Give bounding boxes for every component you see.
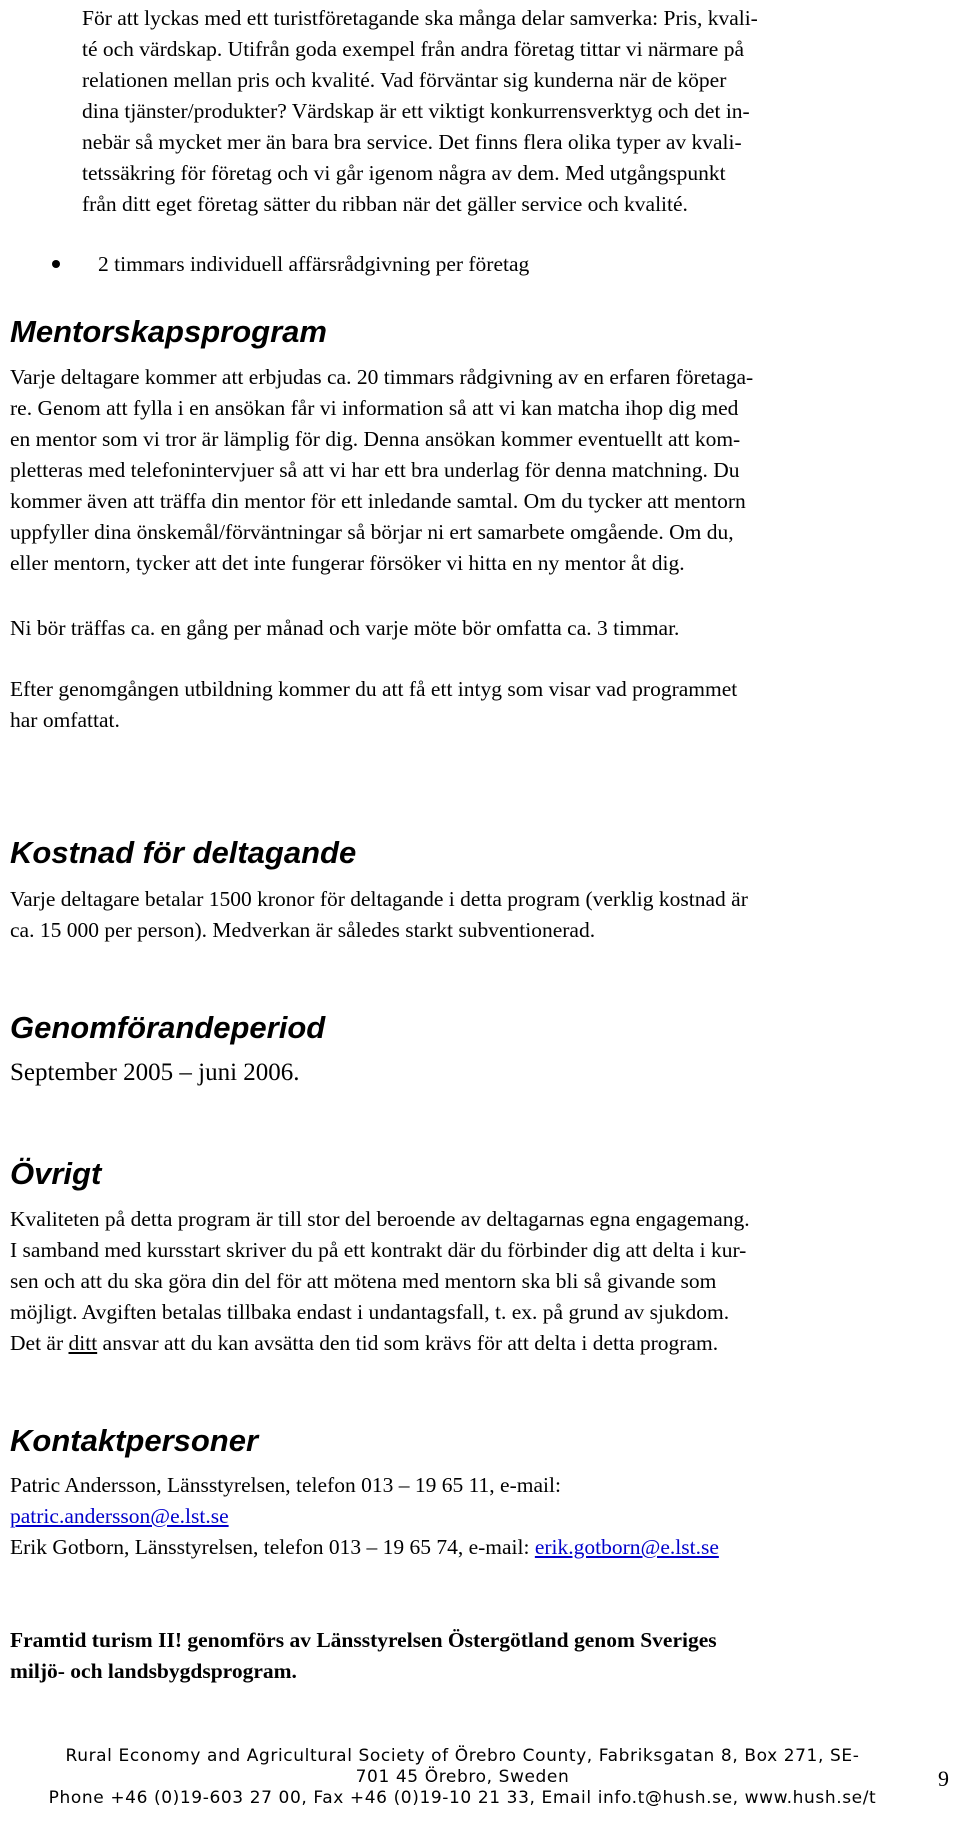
bullet-item bbox=[98, 249, 529, 280]
bullet-icon bbox=[52, 260, 60, 268]
period-heading: Genomförandeperiod bbox=[10, 1010, 326, 1045]
mentorship-line: re. Genom att fylla i en ansökan får vi information så att vi kan matcha ihop dig med bbox=[10, 396, 739, 420]
closing-line: miljö- och landsbygdsprogram. bbox=[10, 1659, 297, 1683]
other-heading: Övrigt bbox=[10, 1156, 102, 1191]
intro-line: För att lyckas med ett turistföretagande ska många delar samverka: Pris, kvali- bbox=[82, 6, 758, 30]
other-line: möjligt. Avgiften betalas tillbaka endast i undantagsfall, t. ex. på grund av sjukdom. bbox=[10, 1300, 730, 1324]
period-text: September 2005 – juni 2006. bbox=[10, 1059, 300, 1086]
mentorship-line: pletteras med telefonintervjuer så att vi har ett bra underlag för denna matchning. Du bbox=[10, 458, 740, 482]
cost-line: Varje deltagare betalar 1500 kronor för deltagande i detta program (verklig kostnad är bbox=[10, 887, 748, 911]
contact-email-1-link[interactable]: patric.andersson@e.lst.se bbox=[10, 1504, 229, 1528]
other-paragraph bbox=[10, 1204, 750, 1359]
certificate-line: har omfattat. bbox=[10, 708, 120, 732]
emphasis-underlined: ditt bbox=[68, 1331, 98, 1355]
other-last-line-start: Det är bbox=[10, 1331, 69, 1355]
other-line: sen och att du ska göra din del för att mötena med mentorn ska bli så givande som bbox=[10, 1269, 717, 1293]
footer-line: 701 45 Örebro, Sweden bbox=[355, 1767, 570, 1787]
mentorship-paragraph bbox=[10, 362, 753, 579]
page-number: 9 bbox=[938, 1766, 949, 1791]
contact-email-2-link[interactable]: erik.gotborn@e.lst.se bbox=[534, 1535, 719, 1559]
contacts-paragraph bbox=[10, 1470, 719, 1563]
certificate-line: Efter genomgången utbildning kommer du att få ett intyg som visar vad programmet bbox=[10, 677, 738, 701]
other-line: I samband med kursstart skriver du på ett kontrakt där du förbinder dig att delta i kur- bbox=[10, 1238, 747, 1262]
intro-line: dina tjänster/produkter? Värdskap är ett viktigt konkurrensverktyg och det in- bbox=[82, 99, 750, 123]
cost-paragraph bbox=[10, 884, 748, 946]
mentorship-line: Varje deltagare kommer att erbjudas ca. 20 timmars rådgivning av en erfaren företaga- bbox=[10, 365, 754, 389]
mentorship-line: eller mentorn, tycker att det inte fungerar försöker vi hitta en ny mentor åt dig. bbox=[10, 551, 685, 575]
cost-heading: Kostnad för deltagande bbox=[10, 835, 357, 870]
intro-line: tetssäkring för företag och vi går igenom några av dem. Med utgångspunkt bbox=[82, 161, 726, 185]
footer-line: Phone +46 (0)19-603 27 00, Fax +46 (0)19-10 21 33, Email info.t@hush.se, www.hush.se/t bbox=[48, 1788, 877, 1808]
period-paragraph bbox=[10, 1056, 300, 1090]
contacts-heading: Kontaktpersoner bbox=[10, 1423, 259, 1458]
closing-line: Framtid turism II! genomförs av Länsstyrelsen Östergötland genom Sveriges bbox=[10, 1628, 717, 1652]
other-line bbox=[10, 1328, 750, 1359]
meeting-frequency-paragraph bbox=[10, 613, 679, 644]
contact-person-1: Patric Andersson, Länsstyrelsen, telefon 013 – 19 65 11, e-mail: bbox=[10, 1473, 561, 1497]
contact-person-2-text: Erik Gotborn, Länsstyrelsen, telefon 013 – 19 65 74, e-mail: bbox=[10, 1535, 535, 1559]
contact-person-2 bbox=[10, 1532, 719, 1563]
page-footer bbox=[10, 1746, 915, 1809]
other-line: Kvaliteten på detta program är till stor del beroende av deltagarnas egna engagemang. bbox=[10, 1207, 750, 1231]
mentorship-heading: Mentorskapsprogram bbox=[10, 314, 327, 349]
bullet-text: 2 timmars individuell affärsrådgivning per företag bbox=[98, 252, 530, 276]
intro-line: nebär så mycket mer än bara bra service. Det finns flera olika typer av kvali- bbox=[82, 130, 742, 154]
other-last-line-end: ansvar att du kan avsätta den tid som krävs för att delta i detta program. bbox=[97, 1331, 719, 1355]
closing-statement bbox=[10, 1625, 717, 1687]
contact-email-1-row bbox=[10, 1501, 719, 1532]
certificate-paragraph bbox=[10, 674, 737, 736]
footer-line: Rural Economy and Agricultural Society of Örebro County, Fabriksgatan 8, Box 271, SE- bbox=[65, 1746, 860, 1766]
intro-line: relationen mellan pris och kvalité. Vad förväntar sig kunderna när de köper bbox=[82, 68, 727, 92]
intro-line: té och värdskap. Utifrån goda exempel från andra företag tittar vi närmare på bbox=[82, 37, 745, 61]
mentorship-line: kommer även att träffa din mentor för ett inledande samtal. Om du tycker att mentorn bbox=[10, 489, 746, 513]
meeting-frequency-text: Ni bör träffas ca. en gång per månad och varje möte bör omfatta ca. 3 timmar. bbox=[10, 616, 680, 640]
intro-line: från ditt eget företag sätter du ribban när det gäller service och kvalité. bbox=[82, 192, 688, 216]
mentorship-line: en mentor som vi tror är lämplig för dig. Denna ansökan kommer eventuellt att kom- bbox=[10, 427, 741, 451]
mentorship-line: uppfyller dina önskemål/förväntningar så börjar ni ert samarbete omgående. Om du, bbox=[10, 520, 734, 544]
intro-paragraph bbox=[82, 3, 758, 220]
cost-line: ca. 15 000 per person). Medverkan är således starkt subventionerad. bbox=[10, 918, 596, 942]
